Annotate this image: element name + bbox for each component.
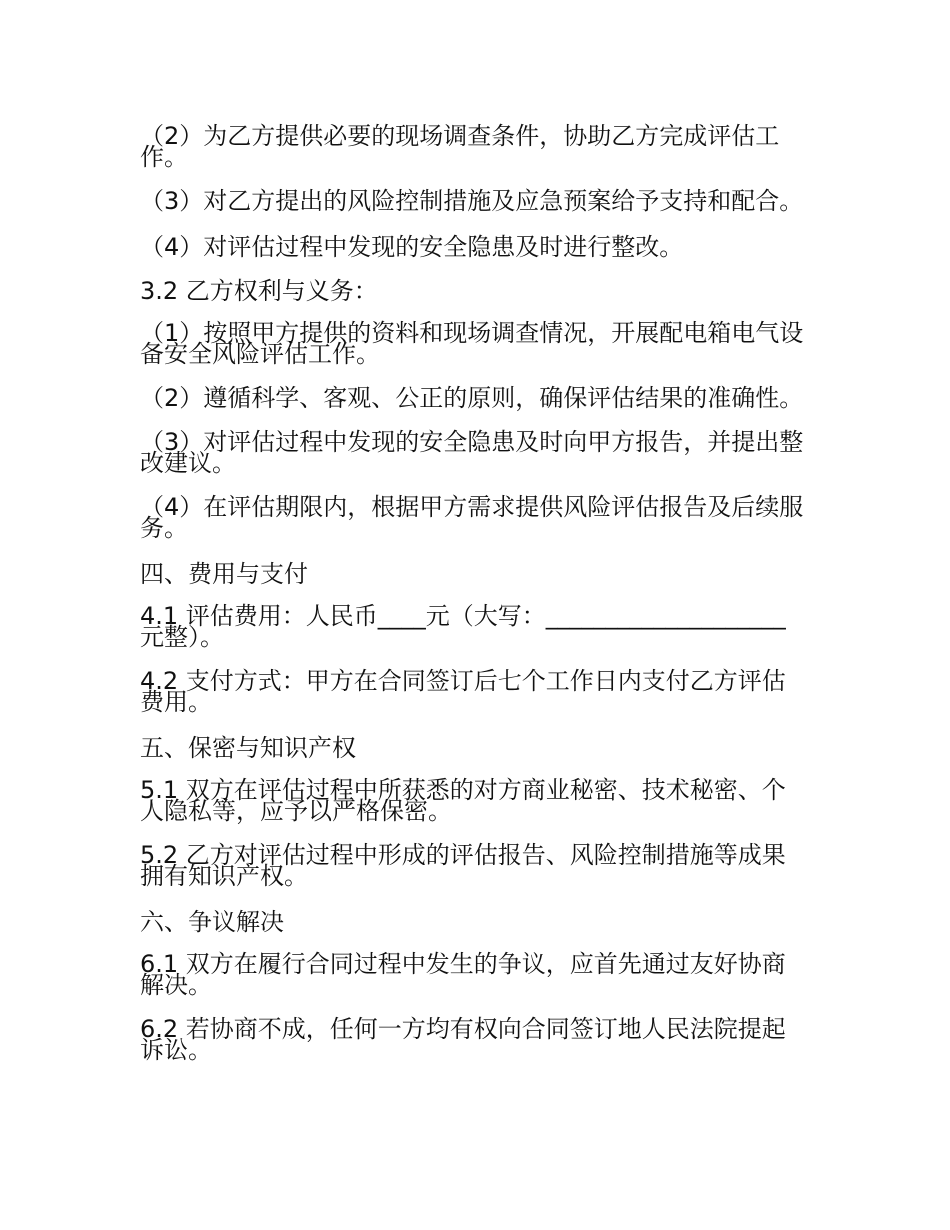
paragraph-confidentiality-5-1: 5.1 双方在评估过程中所获悉的对方商业秘密、技术秘密、个人隐私等，应予以严格保密。: [140, 776, 786, 825]
document-body: [140, 122, 805, 1084]
paragraph-party-a-duty-2: （2）为乙方提供必要的现场调查条件，协助乙方完成评估工作。: [140, 122, 780, 171]
paragraph-payment-method: 4.2 支付方式：甲方在合同签订后七个工作日内支付乙方评估费用。: [140, 667, 786, 716]
section-heading-confidentiality: 五、保密与知识产权: [140, 734, 356, 762]
paragraph-ip-5-2: 5.2 乙方对评估过程中形成的评估报告、风险控制措施等成果拥有知识产权。: [140, 841, 786, 890]
section-heading-fees: 四、费用与支付: [140, 560, 308, 588]
paragraph-party-a-duty-3: （3）对乙方提出的风险控制措施及应急预案给予支持和配合。: [140, 187, 804, 215]
paragraph-party-b-duty-2: （2）遵循科学、客观、公正的原则，确保评估结果的准确性。: [140, 384, 804, 412]
paragraph-party-b-duty-1: （1）按照甲方提供的资料和现场调查情况，开展配电箱电气设备安全风险评估工作。: [140, 319, 804, 368]
paragraph-party-b-duty-3: （3）对评估过程中发现的安全隐患及时向甲方报告，并提出整改建议。: [140, 428, 804, 477]
paragraph-dispute-6-1: 6.1 双方在履行合同过程中发生的争议，应首先通过友好协商解决。: [140, 950, 786, 999]
paragraph-dispute-6-2: 6.2 若协商不成，任何一方均有权向合同签订地人民法院提起诉讼。: [140, 1015, 786, 1064]
paragraph-fee-amount: 4.1 评估费用：人民币____元（大写：____________________元整）。: [140, 602, 786, 651]
paragraph-party-a-duty-4: （4）对评估过程中发现的安全隐患及时进行整改。: [140, 233, 684, 261]
section-heading-disputes: 六、争议解决: [140, 908, 284, 936]
section-heading-3-2: 3.2 乙方权利与义务：: [140, 277, 378, 305]
paragraph-party-b-duty-4: （4）在评估期限内，根据甲方需求提供风险评估报告及后续服务。: [140, 493, 804, 542]
